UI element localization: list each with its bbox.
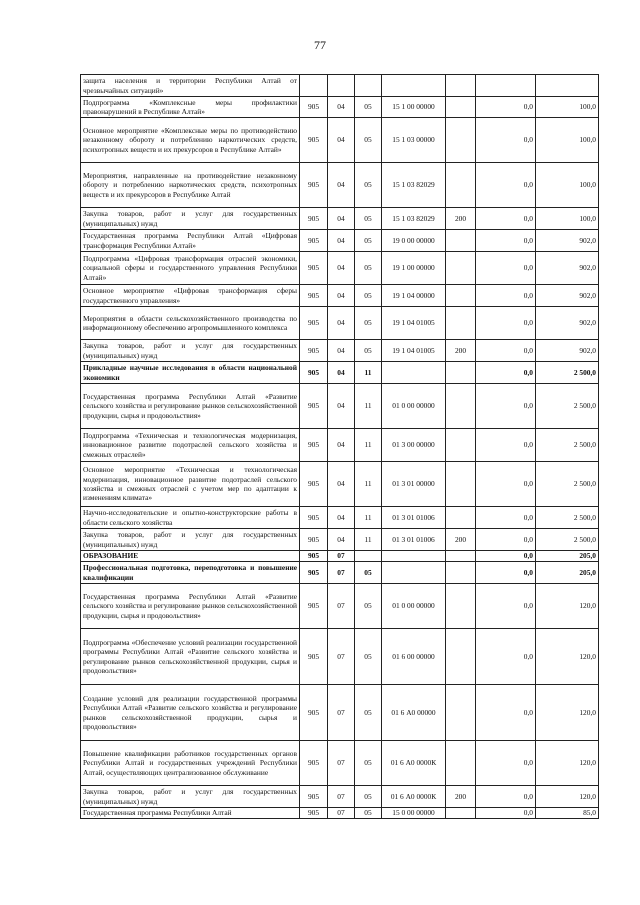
table-row [81, 307, 599, 340]
amount-column-2: 100,0 [536, 97, 599, 118]
expense-type-code [446, 252, 476, 285]
expense-type-code [446, 808, 476, 819]
table-row [81, 362, 599, 384]
amount-column-1: 0,0 [476, 462, 536, 507]
subsection-code: 05 [355, 562, 382, 584]
row-name: ОБРАЗОВАНИЕ [81, 551, 300, 562]
row-name: Закупка товаров, работ и услуг для государственных (муниципальных) нужд [81, 529, 300, 551]
expense-type-code [446, 562, 476, 584]
admin-code: 905 [300, 507, 328, 529]
expense-type-code [446, 118, 476, 163]
expense-type-code [446, 97, 476, 118]
target-article-code: 01 3 01 00000 [382, 462, 446, 507]
target-article-code: 15 1 03 82029 [382, 163, 446, 208]
admin-code [300, 75, 328, 97]
table-row [81, 629, 599, 685]
table-row [81, 551, 599, 562]
admin-code: 905 [300, 529, 328, 551]
section-code: 07 [328, 741, 355, 786]
row-name: защита населения и территории Республики Алтай от чрезвычайных ситуаций» [81, 75, 300, 97]
table-row [81, 118, 599, 163]
table-row [81, 340, 599, 362]
section-code: 04 [328, 529, 355, 551]
table-row [81, 75, 599, 97]
expense-type-code [446, 384, 476, 429]
row-name: Мероприятия в области сельскохозяйственного производства по информационному обеспечению агропромышленного комплекса [81, 307, 300, 340]
admin-code: 905 [300, 163, 328, 208]
admin-code: 905 [300, 786, 328, 808]
admin-code: 905 [300, 362, 328, 384]
amount-column-1: 0,0 [476, 252, 536, 285]
table-row [81, 208, 599, 230]
admin-code: 905 [300, 584, 328, 629]
row-name: Государственная программа Республики Алтай «Развитие сельского хозяйства и регулирование рынков сельскохозяйственной продукции, сырья и продовольствия» [81, 584, 300, 629]
expense-type-code: 200 [446, 529, 476, 551]
row-name: Научно-исследовательские и опытно-конструкторские работы в области сельского хозяйства [81, 507, 300, 529]
target-article-code: 01 0 00 00000 [382, 584, 446, 629]
section-code: 04 [328, 285, 355, 307]
admin-code: 905 [300, 629, 328, 685]
subsection-code: 05 [355, 629, 382, 685]
subsection-code: 11 [355, 384, 382, 429]
subsection-code: 05 [355, 685, 382, 741]
amount-column-1: 0,0 [476, 384, 536, 429]
amount-column-2: 205,0 [536, 551, 599, 562]
budget-table [80, 74, 599, 819]
table-row [81, 685, 599, 741]
table-row [81, 507, 599, 529]
amount-column-1: 0,0 [476, 429, 536, 462]
section-code: 07 [328, 629, 355, 685]
target-article-code: 15 1 03 82029 [382, 208, 446, 230]
subsection-code: 05 [355, 230, 382, 252]
amount-column-2: 120,0 [536, 741, 599, 786]
table-row [81, 97, 599, 118]
expense-type-code [446, 629, 476, 685]
subsection-code: 05 [355, 340, 382, 362]
target-article-code: 01 3 01 01006 [382, 507, 446, 529]
amount-column-1: 0,0 [476, 507, 536, 529]
subsection-code [355, 75, 382, 97]
amount-column-2: 85,0 [536, 808, 599, 819]
admin-code: 905 [300, 741, 328, 786]
section-code: 07 [328, 808, 355, 819]
amount-column-2: 902,0 [536, 307, 599, 340]
admin-code: 905 [300, 118, 328, 163]
admin-code: 905 [300, 285, 328, 307]
amount-column-2: 100,0 [536, 208, 599, 230]
target-article-code: 15 1 03 00000 [382, 118, 446, 163]
amount-column-1: 0,0 [476, 208, 536, 230]
row-name: Основное мероприятие «Цифровая трансформация сферы государственного управления» [81, 285, 300, 307]
section-code: 04 [328, 340, 355, 362]
amount-column-1: 0,0 [476, 629, 536, 685]
table-row [81, 429, 599, 462]
table-row [81, 163, 599, 208]
target-article-code: 19 1 00 00000 [382, 252, 446, 285]
amount-column-2: 2 500,0 [536, 507, 599, 529]
target-article-code: 01 6 А0 0000К [382, 741, 446, 786]
section-code: 04 [328, 384, 355, 429]
amount-column-2: 902,0 [536, 230, 599, 252]
amount-column-2: 100,0 [536, 163, 599, 208]
target-article-code: 19 1 04 01005 [382, 307, 446, 340]
admin-code: 905 [300, 340, 328, 362]
row-name: Государственная программа Республики Алтай «Развитие сельского хозяйства и регулирование рынков сельскохозяйственной продукции, сырья и продовольствия» [81, 384, 300, 429]
amount-column-1: 0,0 [476, 163, 536, 208]
row-name: Прикладные научные исследования в области национальной экономики [81, 362, 300, 384]
amount-column-2: 2 500,0 [536, 462, 599, 507]
section-code: 04 [328, 462, 355, 507]
section-code: 07 [328, 584, 355, 629]
subsection-code: 05 [355, 285, 382, 307]
section-code: 07 [328, 786, 355, 808]
table-row [81, 230, 599, 252]
target-article-code [382, 362, 446, 384]
admin-code: 905 [300, 551, 328, 562]
row-name: Закупка товаров, работ и услуг для государственных (муниципальных) нужд [81, 340, 300, 362]
subsection-code: 05 [355, 808, 382, 819]
amount-column-2: 120,0 [536, 629, 599, 685]
amount-column-2: 902,0 [536, 252, 599, 285]
expense-type-code [446, 163, 476, 208]
subsection-code: 11 [355, 462, 382, 507]
admin-code: 905 [300, 429, 328, 462]
row-name: Закупка товаров, работ и услуг для государственных (муниципальных) нужд [81, 786, 300, 808]
expense-type-code: 200 [446, 340, 476, 362]
table-row [81, 786, 599, 808]
section-code [328, 75, 355, 97]
table-row [81, 562, 599, 584]
subsection-code: 05 [355, 252, 382, 285]
expense-type-code [446, 230, 476, 252]
admin-code: 905 [300, 384, 328, 429]
table-row [81, 741, 599, 786]
expense-type-code [446, 551, 476, 562]
amount-column-2: 902,0 [536, 340, 599, 362]
expense-type-code [446, 584, 476, 629]
target-article-code: 01 0 00 00000 [382, 384, 446, 429]
row-name: Подпрограмма «Техническая и технологическая модернизация, инновационное развитие подотраслей сельского хозяйства и смежных отраслей» [81, 429, 300, 462]
amount-column-2 [536, 75, 599, 97]
row-name: Создание условий для реализации государственной программы Республики Алтай «Развитие сельского хозяйства и регулирование рынков сельскохозяйственной продукции, сырья и продовольствия» [81, 685, 300, 741]
table-row [81, 252, 599, 285]
section-code: 04 [328, 208, 355, 230]
section-code: 04 [328, 163, 355, 208]
subsection-code: 05 [355, 584, 382, 629]
amount-column-2: 2 500,0 [536, 529, 599, 551]
admin-code: 905 [300, 230, 328, 252]
row-name: Закупка товаров, работ и услуг для государственных (муниципальных) нужд [81, 208, 300, 230]
amount-column-1: 0,0 [476, 741, 536, 786]
subsection-code [355, 551, 382, 562]
subsection-code: 05 [355, 307, 382, 340]
target-article-code: 15 0 00 00000 [382, 808, 446, 819]
amount-column-1 [476, 75, 536, 97]
target-article-code: 19 1 04 00000 [382, 285, 446, 307]
row-name: Подпрограмма «Цифровая трансформация отраслей экономики, социальной сферы и государственного управления Республики Алтай» [81, 252, 300, 285]
admin-code: 905 [300, 252, 328, 285]
target-article-code: 15 1 00 00000 [382, 97, 446, 118]
table-row [81, 384, 599, 429]
amount-column-1: 0,0 [476, 685, 536, 741]
target-article-code: 19 1 04 01005 [382, 340, 446, 362]
subsection-code: 11 [355, 529, 382, 551]
subsection-code: 05 [355, 97, 382, 118]
amount-column-1: 0,0 [476, 551, 536, 562]
expense-type-code: 200 [446, 786, 476, 808]
subsection-code: 05 [355, 208, 382, 230]
subsection-code: 05 [355, 786, 382, 808]
admin-code: 905 [300, 208, 328, 230]
section-code: 04 [328, 362, 355, 384]
row-name: Подпрограмма «Обеспечение условий реализации государственной программы Республики Алтай «Развитие сельского хозяйства и регулирование рынков сельскохозяйственной продукции, сырья и продовольствия» [81, 629, 300, 685]
expense-type-code [446, 75, 476, 97]
section-code: 04 [328, 230, 355, 252]
section-code: 04 [328, 118, 355, 163]
target-article-code: 19 0 00 00000 [382, 230, 446, 252]
admin-code: 905 [300, 97, 328, 118]
subsection-code: 11 [355, 362, 382, 384]
amount-column-1: 0,0 [476, 786, 536, 808]
expense-type-code [446, 462, 476, 507]
table-row [81, 808, 599, 819]
budget-table-body [81, 75, 599, 819]
amount-column-2: 2 500,0 [536, 429, 599, 462]
admin-code: 905 [300, 562, 328, 584]
row-name: Государственная программа Республики Алтай «Цифровая трансформация Республики Алтай» [81, 230, 300, 252]
amount-column-2: 205,0 [536, 562, 599, 584]
amount-column-1: 0,0 [476, 808, 536, 819]
row-name: Государственная программа Республики Алтай [81, 808, 300, 819]
amount-column-1: 0,0 [476, 562, 536, 584]
row-name: Основное мероприятие «Комплексные меры по противодействию незаконному обороту и потреблению наркотических средств, психотропных веществ и их прекурсоров в Республике Алтай» [81, 118, 300, 163]
amount-column-2: 2 500,0 [536, 384, 599, 429]
amount-column-1: 0,0 [476, 97, 536, 118]
target-article-code: 01 3 00 00000 [382, 429, 446, 462]
admin-code: 905 [300, 808, 328, 819]
table-row [81, 584, 599, 629]
section-code: 07 [328, 551, 355, 562]
amount-column-2: 2 500,0 [536, 362, 599, 384]
amount-column-1: 0,0 [476, 529, 536, 551]
amount-column-2: 902,0 [536, 285, 599, 307]
target-article-code: 01 3 01 01006 [382, 529, 446, 551]
expense-type-code [446, 285, 476, 307]
amount-column-1: 0,0 [476, 362, 536, 384]
target-article-code [382, 75, 446, 97]
amount-column-2: 120,0 [536, 584, 599, 629]
subsection-code: 11 [355, 429, 382, 462]
subsection-code: 05 [355, 163, 382, 208]
subsection-code: 05 [355, 118, 382, 163]
admin-code: 905 [300, 685, 328, 741]
amount-column-1: 0,0 [476, 230, 536, 252]
section-code: 04 [328, 507, 355, 529]
row-name: Подпрограмма «Комплексные меры профилактики правонарушений в Республике Алтай» [81, 97, 300, 118]
expense-type-code [446, 429, 476, 462]
section-code: 04 [328, 429, 355, 462]
subsection-code: 11 [355, 507, 382, 529]
section-code: 04 [328, 97, 355, 118]
expense-type-code: 200 [446, 208, 476, 230]
amount-column-1: 0,0 [476, 584, 536, 629]
amount-column-1: 0,0 [476, 118, 536, 163]
expense-type-code [446, 685, 476, 741]
expense-type-code [446, 507, 476, 529]
row-name: Мероприятия, направленные на противодействие незаконному обороту и потреблению наркотических средств, психотропных веществ и их прекурсоров в Республике Алтай [81, 163, 300, 208]
row-name: Профессиональная подготовка, переподготовка и повышение квалификации [81, 562, 300, 584]
section-code: 04 [328, 307, 355, 340]
section-code: 07 [328, 685, 355, 741]
target-article-code: 01 6 А0 0000К [382, 786, 446, 808]
expense-type-code [446, 362, 476, 384]
page-number: 77 [314, 38, 326, 52]
section-code: 07 [328, 562, 355, 584]
admin-code: 905 [300, 462, 328, 507]
target-article-code [382, 562, 446, 584]
row-name: Повышение квалификации работников государственных органов Республики Алтай и государственных учреждений Республики Алтай, осуществляющих централизованное обслуживание [81, 741, 300, 786]
section-code: 04 [328, 252, 355, 285]
amount-column-2: 120,0 [536, 685, 599, 741]
amount-column-2: 120,0 [536, 786, 599, 808]
table-row [81, 285, 599, 307]
target-article-code [382, 551, 446, 562]
subsection-code: 05 [355, 741, 382, 786]
expense-type-code [446, 307, 476, 340]
table-row [81, 462, 599, 507]
admin-code: 905 [300, 307, 328, 340]
expense-type-code [446, 741, 476, 786]
amount-column-1: 0,0 [476, 307, 536, 340]
row-name: Основное мероприятие «Техническая и технологическая модернизация, инновационное развитие подотраслей сельского хозяйства и смежных отраслей с учетом мер по адаптации к изменениям климата» [81, 462, 300, 507]
amount-column-1: 0,0 [476, 285, 536, 307]
amount-column-2: 100,0 [536, 118, 599, 163]
table-row [81, 529, 599, 551]
target-article-code: 01 6 00 00000 [382, 629, 446, 685]
target-article-code: 01 6 А0 00000 [382, 685, 446, 741]
amount-column-1: 0,0 [476, 340, 536, 362]
